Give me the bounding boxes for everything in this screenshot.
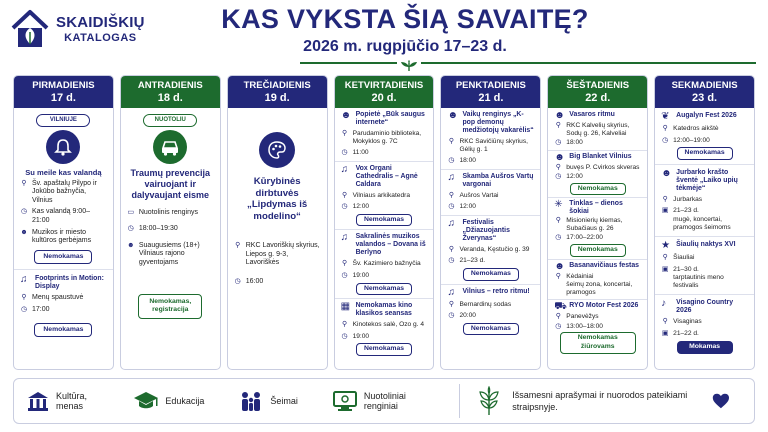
day-date: 20 d. (371, 92, 397, 104)
location-pin-icon: ⚲ (448, 138, 454, 145)
location-pin-icon: ⚲ (21, 294, 27, 302)
day-date: 22 d. (585, 92, 611, 104)
location-pin-icon: ⚲ (555, 163, 561, 171)
legend-item-education[interactable] (133, 390, 204, 412)
clock-icon: ◷ (234, 277, 241, 285)
event-place: Menų spaustuvė (32, 294, 84, 302)
culture-icon (26, 390, 50, 412)
clock-icon: ◷ (20, 305, 28, 313)
more-info[interactable] (478, 386, 712, 416)
legend-label: Edukacija (165, 396, 205, 406)
online-icon: ▭ (127, 208, 135, 216)
page-title: KAS VYKSTA ŠIĄ SAVAITĘ? (221, 4, 589, 34)
day-card-saturday (547, 75, 648, 370)
price-button[interactable]: Nemokamas žiūrovams (560, 332, 636, 353)
family-icon: ☻ (661, 167, 672, 179)
divider (548, 259, 647, 260)
price-button[interactable]: Nemokamas (677, 147, 733, 160)
bell-icon (46, 130, 80, 164)
event-place: Visaginas (673, 318, 702, 326)
event-title[interactable]: Sakralinės muzikos valandos – Dovana iš Berlyno (355, 233, 426, 257)
event-time: 18:00 (459, 157, 476, 164)
day-date: 23 d. (692, 92, 718, 104)
event-time: 19:00 (352, 271, 370, 279)
guitar-icon: ♪ (661, 298, 667, 310)
event-time: 16:00 (245, 277, 264, 285)
price-button[interactable]: Nemokamas (570, 244, 626, 257)
event-title[interactable]: Tinklas – dienos šokiai (569, 200, 623, 216)
clock-icon: ◷ (341, 332, 348, 340)
event-title[interactable]: Su meile kas valandą (25, 167, 102, 177)
people-icon: ☻ (20, 228, 28, 236)
day-card-tuesday (120, 75, 221, 370)
event-time: 12:00 (352, 203, 370, 211)
location-pin-icon: ⚲ (662, 125, 668, 132)
music-note-icon: ♫ (447, 217, 455, 229)
event-details: tarptautinis meno festivalis (673, 274, 724, 290)
event-title[interactable]: Jurbarko krašto šventė „Laiko upių tėkmėje“ (676, 168, 738, 192)
divider (441, 284, 540, 285)
legend-item-culture[interactable] (26, 390, 99, 412)
day-name: PIRMADIENIS (32, 80, 95, 91)
divider (335, 229, 434, 230)
music-note-icon: ♫ (20, 274, 28, 286)
divider (335, 298, 434, 299)
location-pin-icon: ⚲ (448, 300, 454, 308)
divider (655, 236, 754, 237)
day-card-sunday (654, 75, 755, 370)
legend-item-online[interactable] (332, 390, 422, 412)
day-header (441, 76, 540, 108)
event-place: Misionierių kiemas, Subačiaus g. 26 (566, 217, 623, 233)
event-title[interactable]: Šiaulių naktys XVI (676, 240, 736, 248)
clock-icon: ◷ (341, 149, 348, 156)
price-button[interactable]: Nemokamas (34, 323, 92, 338)
clock-icon: ◷ (448, 157, 455, 164)
more-info-text: Išsamesni aprašymai ir nuorodos pateikiami straipsnyje. (512, 390, 688, 412)
day-header (14, 76, 113, 108)
heart-icon (712, 391, 730, 411)
event-time: Kas valandą 9:00–21:00 (32, 208, 90, 224)
music-note-icon: ♫ (340, 163, 349, 175)
music-note-icon: ♫ (340, 232, 349, 244)
day-name: SEKMADIENIS (671, 80, 738, 91)
registration-button[interactable]: Nemokamas, registracija (138, 294, 202, 319)
clock-icon: ◷ (20, 208, 28, 216)
event-time: 21–30 d. (673, 265, 699, 273)
legend-label: Nuotoliniai renginiai (363, 391, 406, 411)
location-pin-icon: ⚲ (555, 272, 561, 280)
divider (441, 169, 540, 170)
event-place: Kinotekos salė, Ozo g. 4 (352, 321, 425, 329)
location-pin-icon: ⚲ (342, 130, 348, 137)
header-divider (300, 62, 756, 64)
location-pin-icon: ⚲ (448, 245, 454, 253)
location-pin-icon: ⚲ (235, 242, 241, 249)
event-time: 18:00 (566, 139, 583, 146)
price-button[interactable]: Nemokamas (356, 283, 412, 296)
divider (335, 161, 434, 162)
divider (655, 294, 754, 295)
location-tag: NUOTOLIU (143, 114, 197, 127)
legend-label: Šeimai (270, 396, 298, 406)
event-place: Parudaminio biblioteka, Mokyklos g. 7C (352, 130, 422, 145)
location-pin-icon: ⚲ (342, 191, 348, 199)
event-title[interactable]: Vasaros ritmu (569, 111, 615, 118)
event-title[interactable]: Kūrybinės dirbtuvės „Lipdymas iš modelino“ (247, 176, 308, 222)
event-audience: Suaugusiems (18+) Vilniaus rajono gyventojams (138, 241, 200, 266)
event-title[interactable]: Visagino Country 2026 (676, 299, 734, 315)
location-pin-icon: ⚲ (448, 191, 454, 199)
clock-icon: ◷ (448, 203, 455, 211)
family-icon: ☻ (447, 110, 458, 121)
location-pin-icon: ⚲ (342, 260, 348, 268)
event-time: 11:00 (352, 149, 369, 156)
divider (441, 215, 540, 216)
brand-name: SKAIDIŠKIŲ (56, 13, 145, 31)
clock-icon: ◷ (555, 173, 562, 181)
clock-icon: ◷ (555, 139, 562, 146)
event-place: RKC Kalvelių skyrius, Sodų g. 26, Kalveliai (566, 122, 630, 137)
location-pin-icon: ⚲ (555, 122, 561, 129)
sprout-icon (478, 386, 500, 416)
house-leaf-icon (10, 8, 50, 50)
online-icon (332, 390, 358, 412)
clock-icon: ◷ (341, 203, 348, 211)
day-name: KETVIRTADIENIS (344, 80, 424, 91)
legend-divider (459, 384, 460, 418)
brand-subtitle: KATALOGAS (64, 31, 137, 44)
event-place: Veranda, Kęstučio g. 39 (459, 245, 530, 253)
event-time: 12:00 (566, 173, 583, 181)
clock-icon: ◷ (448, 312, 455, 320)
music-note-icon: ♫ (447, 171, 455, 183)
event-place: Bernardinų sodas (459, 300, 512, 308)
family-icon: ☻ (554, 110, 565, 121)
brand-logo[interactable] (10, 6, 170, 52)
event-place: RKC Savičiūnų skyrius, Gėlių g. 1 (459, 138, 528, 153)
day-name: PENKTADIENIS (455, 80, 526, 91)
clock-icon: ◷ (662, 136, 669, 144)
legend-label: Kultūra, menas (56, 391, 88, 411)
price-button[interactable]: Nemokamas (34, 250, 92, 265)
divider (548, 197, 647, 198)
divider (14, 269, 113, 270)
event-details: mugė, koncertai, pramogos šeimoms (673, 215, 731, 231)
location-pin-icon: ⚲ (555, 217, 561, 225)
education-icon (133, 390, 159, 412)
price-button[interactable]: Nemokamas (356, 343, 412, 356)
event-time: 17:00–22:00 (566, 234, 603, 242)
event-place: Šv. apaštalų Pilypo ir Jokūbo bažnyčia, Vilnius (32, 179, 97, 204)
day-header (548, 76, 647, 108)
event-place: Šiauliai (673, 253, 695, 261)
event-time: 21–22 d. (673, 329, 699, 337)
legend-bar (13, 378, 755, 424)
price-button[interactable]: Nemokamas (463, 268, 519, 281)
event-audience: Muzikos ir miesto kultūros gerbėjams (32, 228, 92, 245)
palette-icon (259, 132, 295, 168)
day-card-wednesday (227, 75, 328, 370)
location-pin-icon: ⚲ (662, 318, 668, 326)
event-title[interactable]: Nemokamas kino klasikos seansas (355, 302, 413, 318)
day-name: ANTRADIENIS (137, 80, 203, 91)
family-icon: ☻ (554, 260, 565, 272)
day-date: 21 d. (478, 92, 504, 104)
star-icon: ★ (661, 239, 671, 251)
car-icon (153, 130, 187, 164)
price-button[interactable]: Nemokamas (356, 214, 412, 227)
divider (655, 164, 754, 165)
day-card-thursday (334, 75, 435, 370)
price-button[interactable]: Nemokamas (463, 323, 519, 336)
day-card-friday (440, 75, 541, 370)
event-place: Vilniaus arkikatedra (352, 191, 410, 199)
event-place: Jurbarkas (673, 195, 703, 203)
divider (548, 299, 647, 300)
day-header (228, 76, 327, 108)
event-details: šeimų zona, koncertai, pramogos (566, 281, 633, 297)
day-header (335, 76, 434, 108)
event-title[interactable]: Big Blanket Vilnius (569, 152, 632, 160)
price-button[interactable]: Nemokamas (570, 183, 626, 196)
clock-icon: ◷ (555, 234, 562, 242)
event-place: RKC Lavoriškių skyrius, Liepos g. 9-3, Lavoriškės (245, 242, 320, 267)
event-title[interactable]: Traumų prevencija vairuojant ir dalyvaujant eisme (130, 167, 211, 200)
day-name: ŠEŠTADIENIS (566, 80, 630, 91)
event-title[interactable]: Augalyn Fest 2026 (676, 112, 737, 119)
event-place: Aušros Vartai (459, 191, 499, 199)
event-time: 19:00 (352, 332, 370, 340)
event-time: 21–23 d. (673, 207, 699, 215)
price-button[interactable]: Mokamas (677, 341, 733, 354)
event-title[interactable]: Festivalis „Džiazuojantis Žverynas“ (462, 218, 510, 242)
clock-icon: ◷ (341, 271, 348, 279)
people-icon: ☻ (127, 241, 135, 249)
event-title[interactable]: Popietė „Būk saugus internete“ (355, 111, 425, 126)
event-place: buvęs P. Cvirkos skveras (566, 163, 640, 171)
page-subtitle: 2026 m. rugpjūčio 17–23 d. (303, 38, 507, 55)
music-note-icon: ♫ (447, 286, 455, 298)
event-title[interactable]: Skamba Aušros Vartų vargonai (462, 172, 534, 188)
location-pin-icon: ⚲ (555, 313, 561, 321)
event-time: 13:00–18:00 (566, 322, 603, 330)
event-time: 20:00 (459, 312, 476, 320)
clock-icon: ◷ (127, 225, 134, 233)
dance-icon: ✳ (554, 199, 563, 211)
car-icon: ⛟ (554, 301, 567, 313)
day-card-monday (13, 75, 114, 370)
sprig-icon (397, 60, 421, 72)
day-header (121, 76, 220, 108)
event-place: Katedros aikštė (673, 125, 719, 132)
event-title[interactable]: Basanavičiaus festas (569, 261, 640, 269)
event-place: Panevėžys (566, 313, 599, 321)
event-time: 17:00 (32, 305, 50, 313)
event-place: Šv. Kazimiero bažnyčia (352, 260, 421, 268)
event-time: 12:00–19:00 (673, 136, 710, 144)
family-icon: ☻ (554, 151, 565, 163)
clock-icon: ◷ (448, 257, 455, 265)
event-title[interactable]: Footprints in Motion: Display (35, 275, 104, 291)
event-title[interactable]: RYO Motor Fest 2026 (569, 302, 639, 310)
day-date: 18 d. (157, 92, 183, 104)
day-name: TREČIADIENIS (243, 80, 311, 91)
location-pin-icon: ⚲ (342, 321, 348, 329)
location-pin-icon: ⚲ (662, 253, 668, 261)
event-time: 21–23 d. (459, 257, 486, 265)
event-time: 12:00 (459, 203, 476, 211)
day-header (655, 76, 754, 108)
day-date: 17 d. (50, 92, 76, 104)
calendar-icon: ▣ (661, 265, 669, 273)
calendar-icon: ▣ (661, 207, 669, 215)
legend-item-family[interactable] (238, 390, 298, 412)
location-tag: VILNIUJE (36, 114, 90, 127)
divider (548, 150, 647, 151)
event-title[interactable]: Vox Organi Cathedralis – Agnė Caldara (355, 164, 418, 188)
event-place: Nuotolinis renginys (138, 208, 199, 216)
family-icon (238, 390, 264, 412)
day-date: 19 d. (264, 92, 290, 104)
week-grid (13, 75, 755, 370)
family-icon: ☻ (340, 110, 352, 121)
location-pin-icon: ⚲ (21, 179, 27, 187)
event-time: 18:00–19:30 (138, 225, 178, 233)
sprout-icon: ❦ (661, 111, 670, 122)
calendar-icon: ▣ (661, 329, 669, 337)
clock-icon: ◷ (555, 322, 562, 330)
event-title[interactable]: Vaikų renginys „K-pop demonų medžiotojų vakarėlis“ (462, 111, 534, 134)
film-icon: ▦ (340, 301, 351, 313)
event-title[interactable]: Vilnius – retro ritmu! (462, 287, 530, 295)
event-place: Kėdainiai (566, 272, 594, 280)
location-pin-icon: ⚲ (662, 195, 668, 203)
